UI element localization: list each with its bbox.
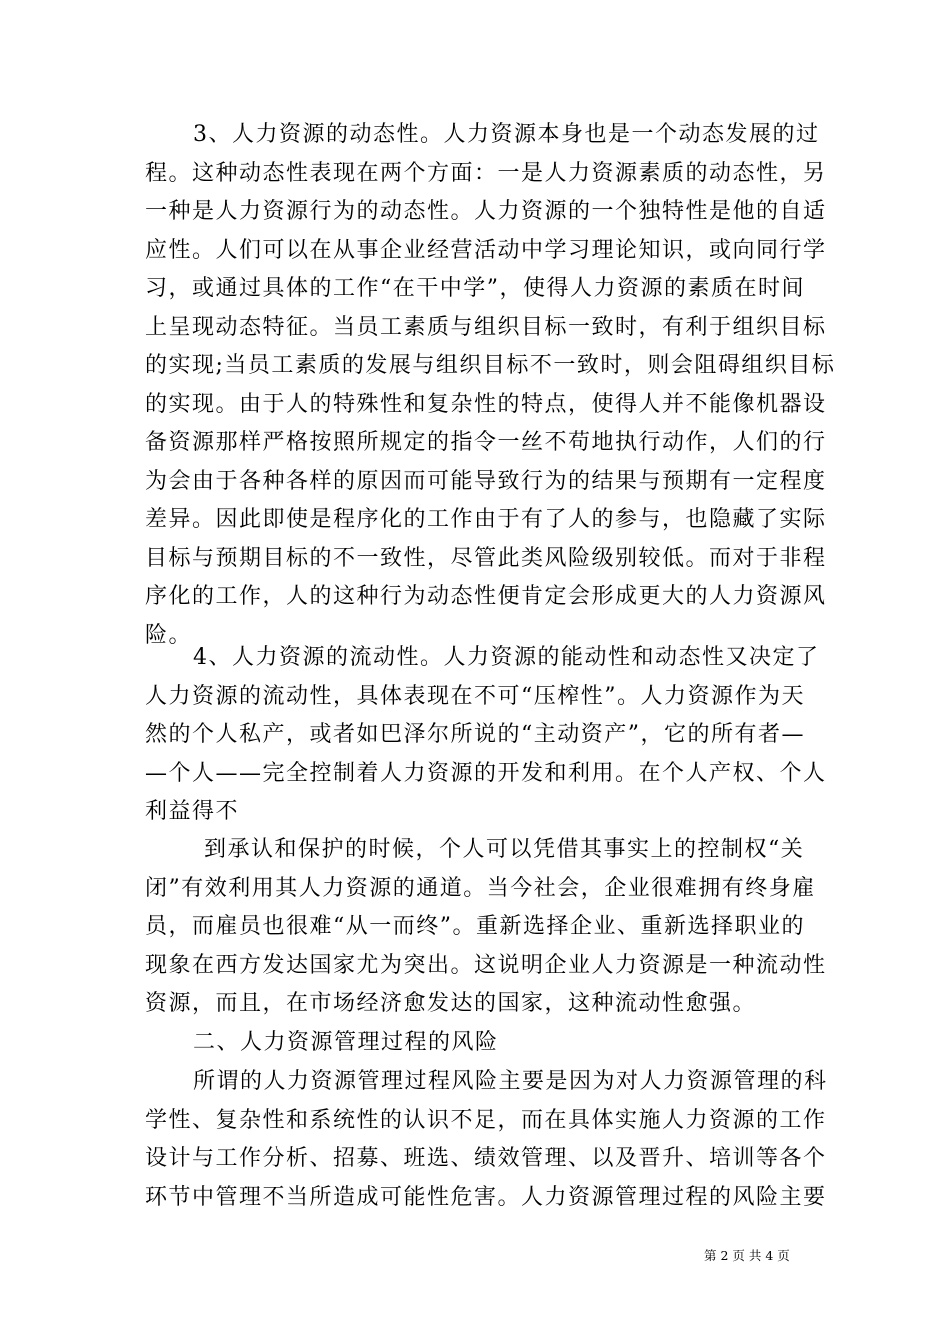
text-line: 习，或通过具体的工作“在干中学”，使得人力资源的素质在时间 bbox=[145, 276, 805, 301]
text-line: 现象在西方发达国家尤为突出。这说明企业人力资源是一种流动性 bbox=[145, 952, 827, 978]
text-line: 一种是人力资源行为的动态性。人力资源的一个独特性是他的自适 bbox=[145, 199, 827, 224]
text-line: 学性、复杂性和系统性的认识不足，而在具体实施人力资源的工作 bbox=[145, 1107, 827, 1133]
text-line: 3、人力资源的动态性。人力资源本身也是一个动态发展的过 bbox=[193, 122, 820, 147]
text-line: 员，而雇员也很难“从一而终”。重新选择企业、重新选择职业的 bbox=[145, 914, 805, 939]
text-line: 应性。人们可以在从事企业经营活动中学习理论知识，或向同行学 bbox=[145, 237, 827, 263]
paragraph-dynamic-nature bbox=[145, 116, 835, 655]
text-line: 环节中管理不当所造成可能性危害。人力资源管理过程的风险主要 bbox=[145, 1184, 827, 1210]
text-line: 然的个人私产，或者如巴泽尔所说的“主动资产”，它的所有者— bbox=[145, 722, 805, 747]
text-line: 闭”有效利用其人力资源的通道。当今社会，企业很难拥有终身雇 bbox=[145, 875, 816, 901]
heading-text: 二、人力资源管理过程的风险 bbox=[193, 1030, 499, 1055]
text-line: 的实现;当员工素质的发展与组织目标不一致时，则会阻碍组织目标 bbox=[145, 353, 836, 378]
text-line: 上呈现动态特征。当员工素质与组织目标一致时，有利于组织目标 bbox=[145, 314, 827, 340]
text-line: 备资源那样严格按照所规定的指令一丝不苟地执行动作，人们的行 bbox=[145, 430, 827, 455]
text-line: 目标与预期目标的不一致性，尽管此类风险级别较低。而对于非程 bbox=[145, 545, 827, 571]
text-line: 序化的工作，人的这种行为动态性便肯定会形成更大的人力资源风 bbox=[145, 584, 827, 609]
text-line: 利益得不 bbox=[145, 799, 240, 824]
paragraph-mobility-continued bbox=[145, 831, 827, 1024]
text-line: 设计与工作分析、招募、班选、绩效管理、以及晋升、培训等各个 bbox=[145, 1146, 827, 1171]
paragraph-process-risk bbox=[145, 1063, 828, 1217]
paragraph-mobility bbox=[145, 639, 827, 832]
text-line: 程。这种动态性表现在两个方面：一是人力资源素质的动态性，另 bbox=[145, 160, 827, 186]
text-line: —个人——完全控制着人力资源的开发和利用。在个人产权、个人 bbox=[145, 760, 827, 786]
text-line: 到承认和保护的时候，个人可以凭借其事实上的控制权“关 bbox=[204, 837, 805, 862]
text-line: 为会由于各种各样的原因而可能导致行为的结果与预期有一定程度 bbox=[145, 468, 827, 494]
text-line: 差异。因此即使是程序化的工作由于有了人的参与，也隐藏了实际 bbox=[145, 507, 827, 532]
text-line: 4、人力资源的流动性。人力资源的能动性和动态性又决定了 bbox=[193, 645, 820, 670]
section-heading bbox=[145, 1024, 499, 1063]
page-number: 第 2 页 共 4 页 bbox=[704, 1248, 790, 1263]
text-line: 险。 bbox=[145, 622, 193, 648]
text-line: 人力资源的流动性，具体表现在不可“压榨性”。人力资源作为天 bbox=[145, 683, 805, 709]
text-line: 资源，而且，在市场经济愈发达的国家，这种流动性愈强。 bbox=[145, 991, 757, 1016]
text-line: 的实现。由于人的特殊性和复杂性的特点，使得人并不能像机器设 bbox=[145, 391, 827, 417]
text-line: 所谓的人力资源管理过程风险主要是因为对人力资源管理的科 bbox=[193, 1069, 828, 1094]
